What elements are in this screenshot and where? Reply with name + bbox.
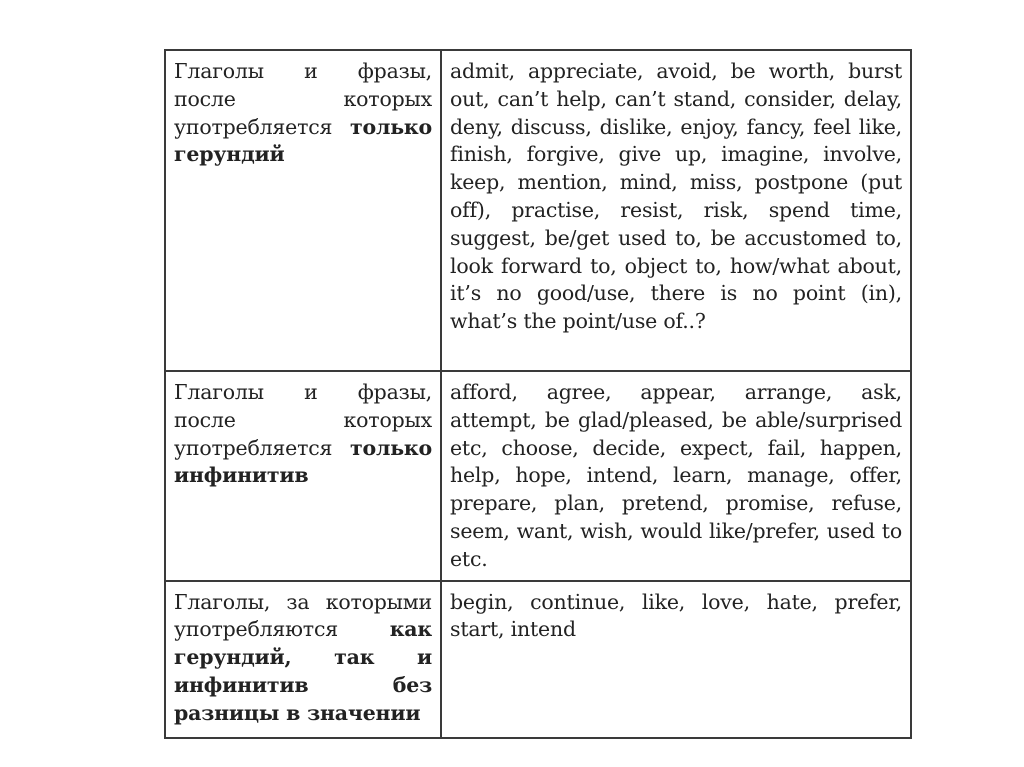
category-emphasis: только герундий	[174, 114, 432, 167]
gerund-infinitive-table	[164, 49, 912, 739]
category-cell	[165, 371, 441, 581]
table-row	[165, 581, 911, 738]
examples-cell: begin, continue, like, love, hate, prefer, start, intend	[441, 581, 911, 738]
category-text: Глаголы и фразы, после которых употребляется	[174, 59, 432, 139]
table-row	[165, 50, 911, 371]
table-row	[165, 371, 911, 581]
category-text: Глаголы, за которыми употребляются	[174, 589, 432, 642]
category-cell	[165, 581, 441, 738]
examples-cell: afford, agree, appear, arrange, ask, attempt, be glad/pleased, be able/surprised etc, choose, decide, expect, fail, happen, help, hope, intend, learn, manage, offer, prepare, plan, pretend, promise, refuse, seem, want, wish, would like/prefer, used to etc.	[441, 371, 911, 581]
category-emphasis: только инфинитив	[174, 435, 432, 488]
category-emphasis: как герундий, так и инфинитив без разницы в значении	[174, 617, 432, 725]
category-cell	[165, 50, 441, 371]
examples-cell: admit, appreciate, avoid, be worth, burst out, can’t help, can’t stand, consider, delay, deny, discuss, dislike, enjoy, fancy, feel like, finish, forgive, give up, imagine, involve, keep, mention, mind, miss, postpone (put off), practise, resist, risk, spend time, suggest, be/get used to, be accustomed to, look forward to, object to, how/what about, it’s no good/use, there is no point (in), what’s the point/use of..?	[441, 50, 911, 371]
category-text: Глаголы и фразы, после которых употребляется	[174, 380, 432, 460]
